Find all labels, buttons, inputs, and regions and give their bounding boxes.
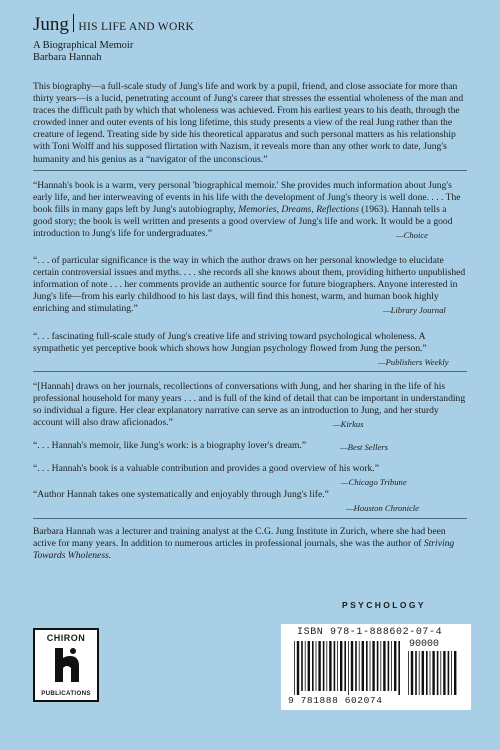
review-text-cont: (1963). Hannah tells a good story; the book is well written and presents a good overview of Jung's life and work. It would be a good introduction to Jung's life for undergraduates.” (33, 204, 453, 240)
barcode-bar (422, 651, 424, 695)
barcode-bar (448, 651, 450, 695)
review-quote (33, 331, 467, 367)
barcode-bar (329, 641, 331, 691)
barcode-bar (344, 641, 346, 691)
barcode-bar (323, 641, 325, 691)
review-text: “. . . of particular significance is the way in which the author draws on her personal knowledge to elucidate certain controversial issues and myths. . . . she records all she knows about them, providing hitherto unpublished information of note . . . her comments provide an authentic source for future biographers. Anyone interested in Jung's life—from his early childhood to his last days, will find this honest, warm, and human book highly enriching and stimulating.” (33, 255, 466, 315)
barcode-bar (348, 641, 349, 695)
barcode-bar (440, 651, 441, 695)
review-text: “Hannah's book is a warm, very personal 'biographical memoir.' She provides much information about Jung's early life, and her interweaving of events in his life with the development of Jung's theory is well done. . . . The book fills in many gaps left by Jung's autobiography, (33, 180, 461, 216)
review-source: —Houston Chronicle (346, 503, 419, 513)
barcode-bar (380, 641, 381, 691)
author-bio-text: Barbara Hannah was a lecturer and training analyst at the C.G. Jung Institute in Zurich, where she had been active for many years. In addition to numerous articles in professional journals, she was the author of (33, 526, 446, 550)
ean-number: 9 781888 602074 (288, 695, 383, 706)
review-source: —Publishers Weekly (378, 357, 449, 367)
barcode-bar (377, 641, 379, 691)
divider-line (33, 170, 467, 171)
barcode-bar (411, 651, 413, 695)
barcode-bar (359, 641, 360, 691)
review-text: “Author Hannah takes one systematically and enjoyably through Jung's life.” (33, 489, 329, 500)
book-title (33, 12, 194, 36)
barcode-bar (334, 641, 336, 691)
barcode-bar (316, 641, 317, 691)
review-quote (33, 381, 467, 429)
barcode-bar (419, 651, 420, 695)
ean-barcode-bars (293, 641, 403, 695)
barcode-bar (337, 641, 338, 691)
barcode-bar (430, 651, 431, 695)
book-author: Barbara Hannah (33, 52, 102, 63)
chiron-emblem-icon (52, 646, 82, 684)
barcode-bar (355, 641, 357, 691)
category-label: PSYCHOLOGY (342, 600, 426, 610)
review-text: “. . . Hannah's memoir, like Jung's work: is a biography lover's dream.” (33, 440, 307, 451)
barcode-bar (366, 641, 368, 691)
barcode-bar (391, 641, 392, 691)
barcode-bar (312, 641, 314, 691)
barcode-bar (426, 651, 428, 695)
barcode-bar (388, 641, 390, 691)
barcode-bar (301, 641, 303, 691)
description-paragraph: This biography—a full-scale study of Jung's life and work by a pupil, friend, and close associate for more than thirty years—is a lucid, penetrating account of Jung's career that stresses the essential wholeness of the man and traces the difficult path by which that wholeness was achieved. From his earliest years to his death, through the crowded inner and outer events of his long lifetime, this study presents a view of the real Jung rather than the creature of legend. Treating side by side his theoretical apparatus and such personal matters as his relationship with Toni Wolff and his supposed flirtation with Nazism, it reveals more than any other work to date, Jung's humanity and his genius as a “navigator of the unconscious.” (33, 81, 464, 165)
review-quote (33, 255, 467, 315)
barcode-bar (294, 641, 295, 695)
barcode-bar (383, 641, 385, 691)
barcode-bar (432, 651, 434, 695)
title-rest: HIS LIFE AND WORK (78, 21, 195, 33)
barcode-bar (437, 651, 439, 695)
barcode-bar (326, 641, 327, 691)
review-italic-title: Memories, Dreams, Reflections (238, 204, 359, 216)
barcode (281, 624, 471, 710)
review-source: —Choice (396, 230, 428, 240)
barcode-bar (362, 641, 364, 691)
barcode-bar (443, 651, 445, 695)
barcode-bar (394, 641, 396, 691)
barcode-bar (297, 641, 299, 695)
review-source: —Kirkus (333, 419, 364, 429)
review-source: —Best Sellers (340, 442, 388, 452)
supplement-barcode-bars (407, 651, 459, 695)
review-source: —Library Journal (383, 305, 446, 315)
supplement-number: 90000 (409, 639, 440, 650)
divider-line (33, 518, 467, 519)
barcode-bar (370, 641, 371, 691)
author-bio-book: Striving Towards Wholeness. (33, 538, 455, 562)
review-text: “. . . Hannah's book is a valuable contribution and provides a good overview of his work.” (33, 463, 379, 474)
review-text: “. . . fascinating full-scale study of Jung's creative life and striving toward psychological wholeness. A sympathetic yet perceptive book which shows how Jungian psychology flowed from Jung the person.” (33, 331, 427, 355)
barcode-bar (451, 651, 452, 695)
logo-top-text: CHIRON (46, 633, 86, 643)
barcode-bar (415, 651, 417, 695)
barcode-bar (408, 651, 409, 695)
review-quote (33, 489, 467, 513)
book-subtitle: A Biographical Memoir (33, 40, 134, 51)
barcode-bar (318, 641, 320, 691)
review-quote (33, 440, 467, 452)
barcode-bar (454, 651, 456, 695)
review-source: —Chicago Tribune (341, 477, 407, 487)
title-main: Jung (33, 14, 69, 35)
barcode-bar (340, 641, 342, 691)
review-quote (33, 463, 467, 487)
barcode-bar (372, 641, 374, 691)
author-bio (33, 526, 467, 562)
logo-bottom-text: PUBLICATIONS (41, 690, 91, 697)
isbn-text: ISBN 978-1-888602-07-4 (297, 627, 443, 638)
barcode-bar (351, 641, 353, 691)
barcode-bar (398, 641, 400, 695)
title-divider (73, 14, 75, 32)
barcode-bar (305, 641, 306, 691)
barcode-bar (308, 641, 310, 691)
publisher-logo (33, 628, 99, 702)
review-text: “[Hannah] draws on her journals, recollections of conversations with Jung, and her sharing in the life of his professional household for many years . . . and is full of the kind of detail that can be important in understanding so individual a figure. Her clear explanatory narrative can serve as an introduction to Jung, and her sturdy account will also draw aficionados.” (33, 381, 466, 429)
divider-line (33, 371, 467, 372)
review-quote (33, 180, 467, 240)
